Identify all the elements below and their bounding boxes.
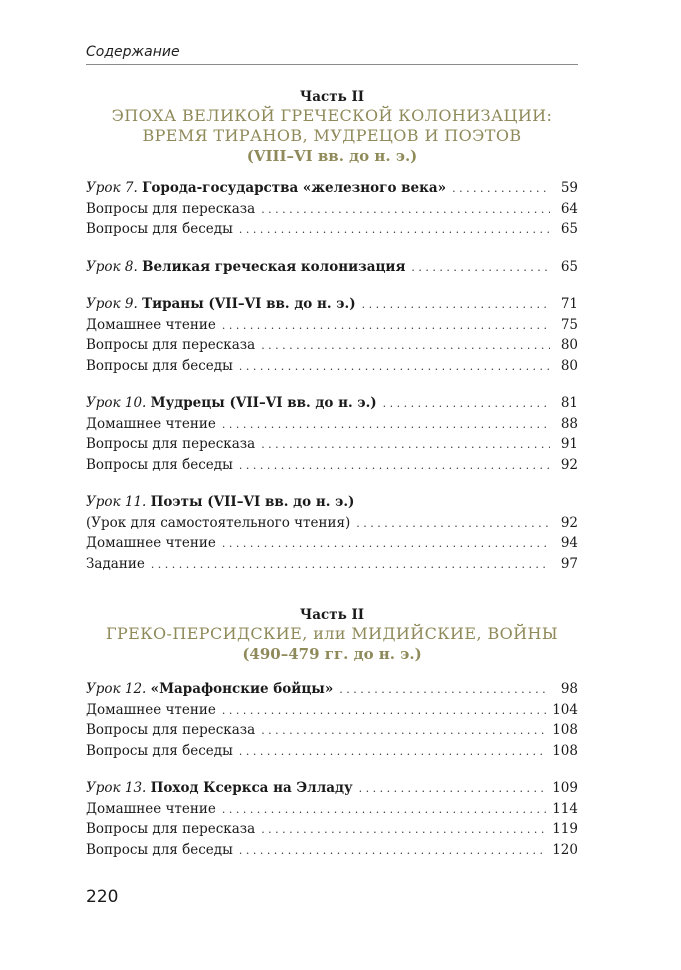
subentry-title: Домашнее чтение — [86, 316, 216, 333]
subentry-title: Вопросы для беседы — [86, 456, 233, 473]
subentry-title: Вопросы для пересказа — [86, 722, 256, 738]
page-ref: 119 — [552, 821, 578, 837]
toc-entry-group — [86, 778, 578, 860]
toc-entry-group — [86, 257, 578, 278]
toc-subentry[interactable] — [86, 513, 578, 534]
toc-entry[interactable] — [86, 679, 578, 700]
dot-leader — [359, 779, 547, 800]
subentry-title: Вопросы для беседы — [86, 742, 233, 759]
toc-entry[interactable] — [86, 778, 578, 799]
lesson-title: «Марафонские бойцы» — [150, 681, 334, 697]
subentry-title: Вопросы для пересказа — [86, 337, 256, 353]
toc-entry[interactable] — [86, 393, 578, 414]
dot-leader — [339, 680, 550, 701]
toc-entry-title — [86, 679, 333, 700]
toc-subentry[interactable] — [86, 700, 578, 721]
page-ref: 80 — [560, 357, 578, 374]
page-ref: 114 — [552, 800, 578, 817]
page-ref: 94 — [560, 535, 578, 551]
dot-leader — [261, 336, 550, 357]
toc-subentry[interactable] — [86, 799, 578, 820]
page-number: 220 — [86, 887, 119, 907]
dot-leader — [261, 200, 550, 221]
part-label: Часть II — [299, 89, 365, 105]
dot-leader — [222, 701, 546, 722]
dot-leader — [261, 820, 546, 841]
toc-entry-title — [86, 778, 353, 799]
toc-entry-title — [86, 492, 354, 513]
toc-subentry[interactable] — [86, 414, 578, 435]
toc-subentry[interactable] — [86, 315, 578, 336]
lesson-number: Урок 10. — [86, 395, 147, 411]
toc-entry-group — [86, 178, 578, 240]
part-heading-1 — [86, 88, 578, 166]
subentry-title: Вопросы для беседы — [86, 841, 233, 858]
toc-entry[interactable] — [86, 492, 578, 513]
toc-subentry[interactable] — [86, 840, 578, 861]
page-ref: 71 — [560, 296, 578, 312]
lesson-title: Тираны (VII–VI вв. до н. э.) — [142, 296, 356, 312]
toc-subentry[interactable] — [86, 455, 578, 476]
toc-entry-group — [86, 679, 578, 761]
dot-leader — [222, 415, 550, 436]
lesson-number: Урок 11. — [86, 494, 147, 510]
subentry-title: (Урок для самостоятельного чтения) — [86, 514, 351, 531]
part-dates: (490–479 гг. до н. э.) — [242, 645, 422, 663]
toc-entry-title — [86, 294, 356, 315]
toc-entry-group — [86, 492, 578, 574]
dot-leader — [151, 555, 550, 576]
lesson-number: Урок 12. — [86, 681, 147, 697]
page-ref: 104 — [552, 701, 578, 718]
toc-entry-title — [86, 178, 446, 199]
toc-subentry[interactable] — [86, 219, 578, 240]
toc-subentry[interactable] — [86, 434, 578, 455]
toc-section-1 — [86, 178, 578, 591]
page-ref: 109 — [552, 780, 578, 796]
lesson-title: Великая греческая колонизация — [142, 258, 406, 275]
toc-entry[interactable] — [86, 178, 578, 199]
toc-subentry[interactable] — [86, 533, 578, 554]
lesson-title: Мудрецы (VII–VI вв. до н. э.) — [150, 395, 377, 411]
dot-leader — [411, 258, 550, 279]
part-label: Часть II — [299, 607, 365, 623]
running-header: Содержание — [86, 44, 180, 60]
page-ref: 80 — [560, 337, 578, 353]
header-rule — [86, 64, 578, 65]
subentry-title: Вопросы для пересказа — [86, 821, 256, 837]
toc-section-2 — [86, 679, 578, 877]
toc-entry[interactable] — [86, 294, 578, 315]
subentry-title: Домашнее чтение — [86, 701, 216, 718]
part-title-line-2: ВРЕМЯ ТИРАНОВ, МУДРЕЦОВ И ПОЭТОВ — [142, 126, 522, 145]
lesson-number: Урок 8. — [86, 258, 138, 275]
toc-entry[interactable] — [86, 257, 578, 278]
page-ref: 120 — [552, 841, 578, 858]
lesson-number: Урок 13. — [86, 780, 147, 796]
toc-entry-title — [86, 393, 377, 414]
page-ref: 65 — [560, 221, 578, 237]
page-ref: 81 — [560, 395, 578, 411]
dot-leader — [222, 534, 550, 555]
page-ref: 75 — [560, 316, 578, 333]
toc-entry-title — [86, 257, 405, 278]
dot-leader — [222, 800, 546, 821]
dot-leader — [222, 316, 550, 337]
page-ref: 92 — [560, 456, 578, 473]
subentry-title: Задание — [86, 555, 145, 572]
part-heading-2 — [86, 606, 578, 664]
dot-leader — [239, 357, 550, 378]
lesson-number: Урок 9. — [86, 296, 138, 312]
subentry-title: Вопросы для пересказа — [86, 200, 256, 217]
page-ref: 108 — [552, 742, 578, 759]
toc-subentry[interactable] — [86, 356, 578, 377]
toc-subentry[interactable] — [86, 554, 578, 575]
toc-entry-group — [86, 294, 578, 376]
dot-leader — [452, 179, 550, 200]
subentry-title: Домашнее чтение — [86, 415, 216, 432]
dot-leader — [239, 742, 546, 763]
dot-leader — [239, 841, 546, 862]
part-title-line-1: ГРЕКО-ПЕРСИДСКИЕ, или МИДИЙСКИЕ, ВОЙНЫ — [106, 624, 558, 643]
toc-entry-group — [86, 393, 578, 475]
dot-leader — [383, 394, 550, 415]
dot-leader — [239, 220, 550, 241]
part-dates: (VIII–VI вв. до н. э.) — [246, 147, 418, 165]
toc-subentry[interactable] — [86, 741, 578, 762]
subentry-title: Домашнее чтение — [86, 800, 216, 817]
page-ref: 97 — [560, 555, 578, 572]
part-title-line-1: ЭПОХА ВЕЛИКОЙ ГРЕЧЕСКОЙ КОЛОНИЗАЦИИ: — [111, 106, 553, 125]
lesson-title: Поход Ксеркса на Элладу — [150, 780, 353, 796]
toc-subentry[interactable] — [86, 199, 578, 220]
toc-subentry[interactable] — [86, 819, 578, 840]
dot-leader — [356, 514, 550, 535]
dot-leader — [239, 456, 550, 477]
page-ref: 65 — [560, 258, 578, 275]
dot-leader — [362, 295, 550, 316]
page-ref: 108 — [552, 722, 578, 738]
dot-leader — [261, 435, 550, 456]
toc-subentry[interactable] — [86, 335, 578, 356]
lesson-title: Города-государства «железного века» — [142, 180, 447, 196]
lesson-title: Поэты (VII–VI вв. до н. э.) — [150, 494, 355, 510]
subentry-title: Вопросы для беседы — [86, 357, 233, 374]
page-ref: 59 — [560, 180, 578, 196]
page-ref: 64 — [560, 200, 578, 217]
dot-leader — [261, 721, 546, 742]
page-ref: 98 — [560, 681, 578, 697]
subentry-title: Вопросы для беседы — [86, 221, 233, 237]
subentry-title: Вопросы для пересказа — [86, 436, 256, 452]
lesson-number: Урок 7. — [86, 180, 138, 196]
page-ref: 88 — [560, 415, 578, 432]
toc-subentry[interactable] — [86, 720, 578, 741]
page-ref: 92 — [560, 514, 578, 531]
subentry-title: Домашнее чтение — [86, 535, 216, 551]
page-ref: 91 — [560, 436, 578, 452]
